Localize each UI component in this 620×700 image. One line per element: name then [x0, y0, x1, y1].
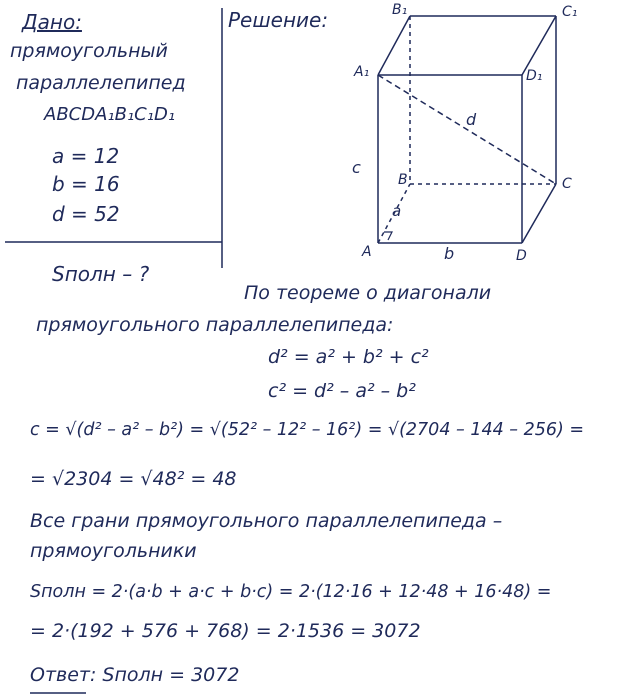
diagonal-d-label: d: [466, 110, 477, 129]
vertex-D: D: [516, 248, 527, 264]
area-computation: = 2·(192 + 576 + 768) = 2·1536 = 3072: [30, 620, 421, 642]
theorem-line1: По теореме о диагонали: [244, 282, 492, 304]
given-title: Дано:: [22, 10, 82, 34]
edge-a-label: a: [392, 202, 402, 220]
given-shape-line1: прямоугольный: [10, 40, 168, 62]
equation-c-squared: c² = d² – a² – b²: [268, 380, 416, 402]
faces-line1: Все грани прямоугольного параллелепипеда –: [30, 510, 503, 532]
parallelepiped-figure: [378, 16, 556, 243]
vertex-D1: D₁: [526, 68, 543, 84]
vertex-C: C: [562, 176, 572, 192]
answer-line: Ответ: Sполн = 3072: [30, 664, 240, 686]
equation-c-value: = √2304 = √48² = 48: [30, 468, 237, 490]
vertex-A1: A₁: [354, 64, 370, 80]
given-shape-line2: параллелепипед: [16, 72, 186, 94]
faces-line2: прямоугольники: [30, 540, 197, 562]
given-shape-line3: ABCDA₁B₁C₁D₁: [44, 104, 176, 125]
solution-title: Решение:: [228, 8, 329, 32]
given-b: b = 16: [52, 172, 120, 196]
given-a: a = 12: [52, 144, 120, 168]
vertex-B1: B₁: [392, 2, 408, 18]
theorem-line2: прямоугольного параллелепипеда:: [36, 314, 394, 336]
equation-c-root: c = √(d² – a² – b²) = √(52² – 12² – 16²) = √(2704 – 144 – 256) =: [30, 420, 585, 440]
given-find: Sполн – ?: [52, 262, 150, 286]
area-formula: Sполн = 2·(a·b + a·c + b·c) = 2·(12·16 + 12·48 + 16·48) =: [30, 582, 552, 602]
vertex-A: A: [362, 244, 372, 260]
equation-d-squared: d² = a² + b² + c²: [268, 346, 429, 368]
vertex-C1: C₁: [562, 4, 578, 20]
vertex-B: B: [398, 172, 408, 188]
given-d: d = 52: [52, 202, 120, 226]
edge-b-label: b: [444, 244, 455, 263]
edge-c-label: c: [352, 158, 361, 177]
